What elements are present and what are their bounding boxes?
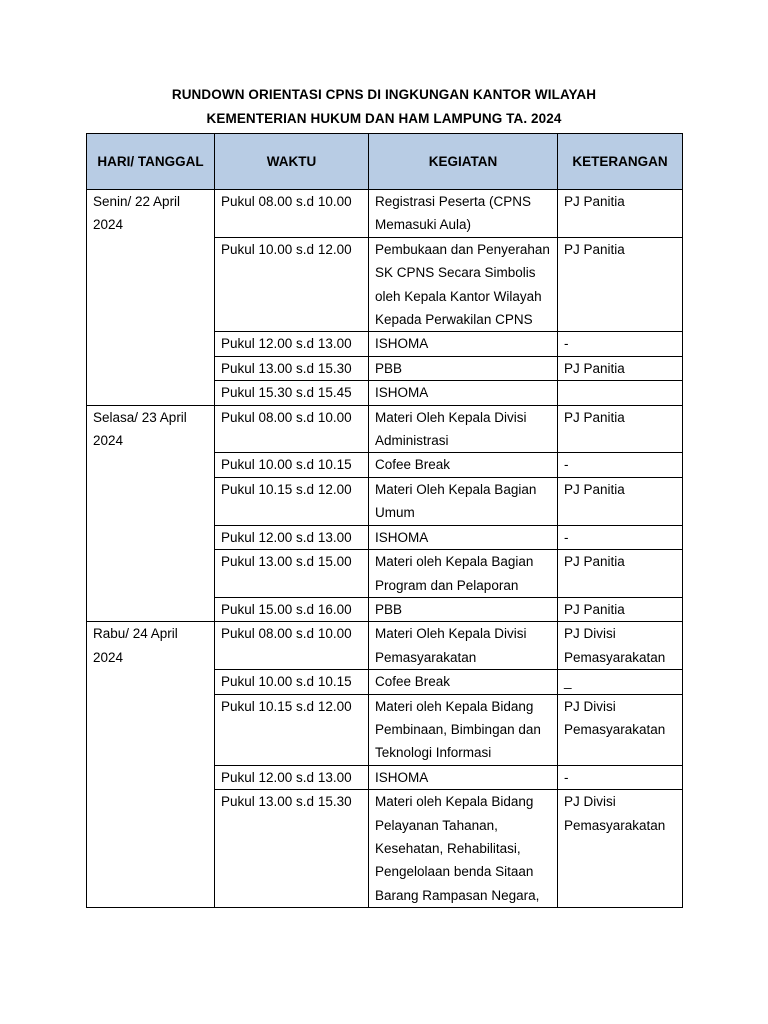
note-cell: PJ Divisi Pemasyarakatan	[558, 790, 683, 908]
time-cell: Pukul 12.00 s.d 13.00	[215, 765, 369, 789]
note-cell: -	[558, 525, 683, 549]
time-cell: Pukul 15.00 s.d 16.00	[215, 597, 369, 621]
note-cell: PJ Panitia	[558, 477, 683, 525]
time-cell: Pukul 10.00 s.d 12.00	[215, 237, 369, 332]
table-header-row	[87, 134, 683, 190]
header-waktu: WAKTU	[215, 134, 369, 190]
table-row	[87, 405, 683, 453]
activity-cell: ISHOMA	[369, 525, 558, 549]
table-row	[87, 622, 683, 670]
note-cell: PJ Panitia	[558, 597, 683, 621]
document-title-line2: KEMENTERIAN HUKUM DAN HAM LAMPUNG TA. 2024	[206, 111, 562, 126]
time-cell: Pukul 08.00 s.d 10.00	[215, 622, 369, 670]
day-cell: Selasa/ 23 April 2024	[87, 405, 215, 622]
note-cell: PJ Panitia	[558, 190, 683, 238]
table-row	[87, 190, 683, 238]
rundown-table	[86, 133, 683, 908]
time-cell: Pukul 13.00 s.d 15.30	[215, 356, 369, 380]
time-cell: Pukul 15.30 s.d 15.45	[215, 381, 369, 405]
activity-cell: Materi Oleh Kepala Bagian Umum	[369, 477, 558, 525]
day-cell: Rabu/ 24 April 2024	[87, 622, 215, 908]
note-cell: -	[558, 453, 683, 477]
note-cell: PJ Panitia	[558, 356, 683, 380]
activity-cell: PBB	[369, 597, 558, 621]
activity-cell: Materi oleh Kepala Bidang Pembinaan, Bimbingan dan Teknologi Informasi	[369, 694, 558, 765]
note-cell: -	[558, 765, 683, 789]
note-cell: PJ Panitia	[558, 550, 683, 598]
time-cell: Pukul 13.00 s.d 15.00	[215, 550, 369, 598]
activity-cell: Materi Oleh Kepala Divisi Administrasi	[369, 405, 558, 453]
activity-cell: Pembukaan dan Penyerahan SK CPNS Secara Simbolis oleh Kepala Kantor Wilayah Kepada Perwakilan CPNS	[369, 237, 558, 332]
note-cell: PJ Panitia	[558, 237, 683, 332]
activity-cell: PBB	[369, 356, 558, 380]
document-title-line1: RUNDOWN ORIENTASI CPNS DI INGKUNGAN KANTOR WILAYAH	[171, 87, 597, 102]
time-cell: Pukul 10.00 s.d 10.15	[215, 670, 369, 694]
time-cell: Pukul 13.00 s.d 15.30	[215, 790, 369, 908]
note-cell: PJ Panitia	[558, 405, 683, 453]
time-cell: Pukul 08.00 s.d 10.00	[215, 190, 369, 238]
activity-cell: Registrasi Peserta (CPNS Memasuki Aula)	[369, 190, 558, 238]
day-cell: Senin/ 22 April 2024	[87, 190, 215, 406]
header-hari-tanggal: HARI/ TANGGAL	[87, 134, 215, 190]
time-cell: Pukul 10.15 s.d 12.00	[215, 477, 369, 525]
activity-cell: Cofee Break	[369, 453, 558, 477]
table-body	[87, 190, 683, 908]
header-kegiatan: KEGIATAN	[369, 134, 558, 190]
activity-cell: Materi Oleh Kepala Divisi Pemasyarakatan	[369, 622, 558, 670]
note-cell: _	[558, 670, 683, 694]
note-cell: -	[558, 332, 683, 356]
activity-cell: Cofee Break	[369, 670, 558, 694]
activity-cell: ISHOMA	[369, 332, 558, 356]
time-cell: Pukul 10.00 s.d 10.15	[215, 453, 369, 477]
activity-cell: Materi oleh Kepala Bagian Program dan Pelaporan	[369, 550, 558, 598]
time-cell: Pukul 12.00 s.d 13.00	[215, 525, 369, 549]
time-cell: Pukul 12.00 s.d 13.00	[215, 332, 369, 356]
time-cell: Pukul 10.15 s.d 12.00	[215, 694, 369, 765]
activity-cell: ISHOMA	[369, 381, 558, 405]
activity-cell: ISHOMA	[369, 765, 558, 789]
activity-cell: Materi oleh Kepala Bidang Pelayanan Tahanan, Kesehatan, Rehabilitasi, Pengelolaan benda Sitaan Barang Rampasan Negara,	[369, 790, 558, 908]
note-cell: PJ Divisi Pemasyarakatan	[558, 694, 683, 765]
time-cell: Pukul 08.00 s.d 10.00	[215, 405, 369, 453]
note-cell	[558, 381, 683, 405]
header-keterangan: KETERANGAN	[558, 134, 683, 190]
note-cell: PJ Divisi Pemasyarakatan	[558, 622, 683, 670]
